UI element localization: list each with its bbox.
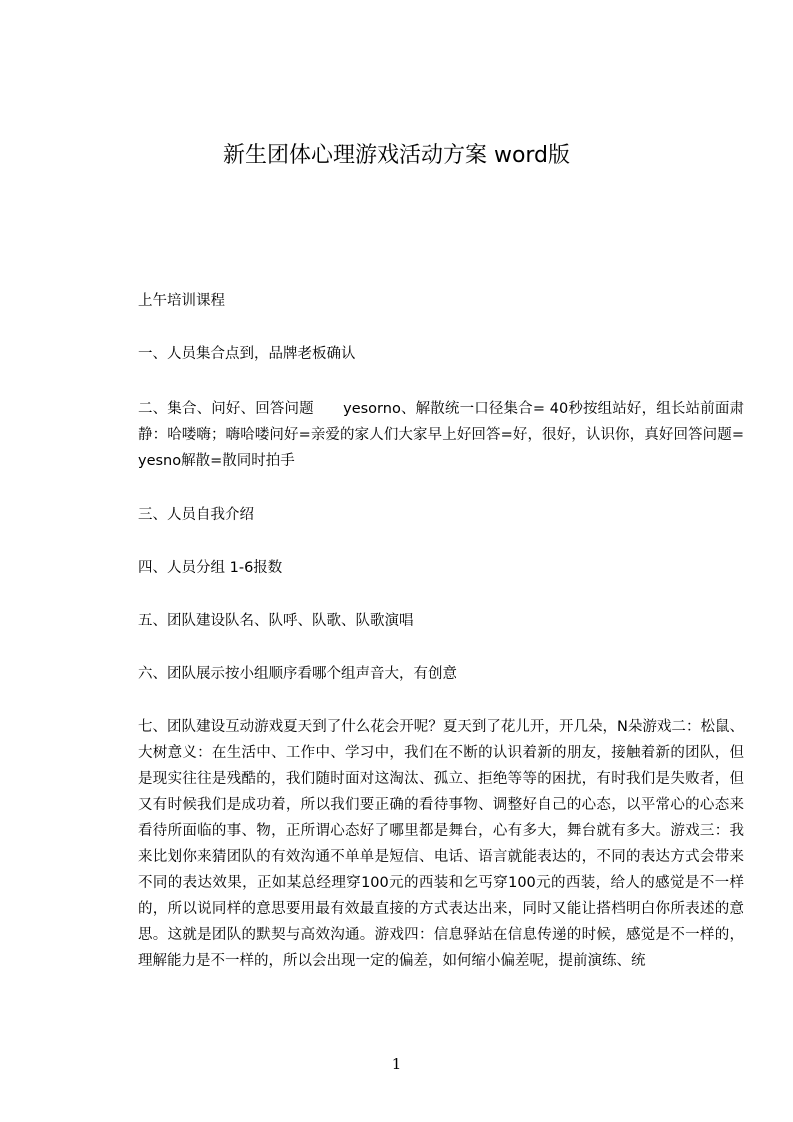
- paragraph-morning-training: 上午培训课程: [138, 293, 225, 309]
- paragraph-item-2: 二、集合、问好、回答问题 yesorno、解散统一口径集合= 40秒按组站好，组长站前面肃静：哈喽嗨；嗨哈喽问好=亲爱的家人们大家早上好回答=好，很好，认识你，真好回答问题=yesno解散=散同时拍手: [138, 401, 744, 469]
- page-number: 1: [391, 1055, 402, 1073]
- paragraph-item-1: 一、人员集合点到，品牌老板确认: [138, 346, 356, 362]
- paragraph-item-3: 三、人员自我介绍: [138, 507, 254, 523]
- paragraph-item-6: 六、团队展示按小组顺序看哪个组声音大，有创意: [138, 666, 457, 682]
- page-title: 新生团体心理游戏活动方案 word版: [222, 143, 571, 168]
- paragraph-item-7: 七、团队建设互动游戏夏天到了什么花会开呢？夏天到了花儿开，开几朵，N朵游戏二：松鼠、大树意义：在生活中、工作中、学习中，我们在不断的认识着新的朋友，接触着新的团队，但是现实往往是残酷的，我们随时面对这淘汰、孤立、拒绝等等的困扰，有时我们是失败者，但又有时候我们是成功着，所以我们要正确的看待事物、调整好自己的心态，以平常心的心态来看待所面临的事、物，正所谓心态好了哪里都是舞台，心有多大，舞台就有多大。游戏三：我来比划你来猜团队的有效沟通不单单是短信、电话、语言就能表达的，不同的表达方式会带来不同的表达效果，正如某总经理穿100元的西装和乞丐穿100元的西装，给人的感觉是不一样的，所以说同样的意思要用最有效最直接的方式表达出来，同时又能让搭档明白你所表述的意思。这就是团队的默契与高效沟通。游戏四：信息驿站在信息传递的时候，感觉是不一样的，理解能力是不一样的，所以会出现一定的偏差，如何缩小偏差呢，提前演练、统: [138, 719, 744, 969]
- paragraph-item-4: 四、人员分组 1-6报数: [138, 560, 283, 576]
- paragraph-item-5: 五、团队建设队名、队呼、队歌、队歌演唱: [138, 613, 414, 629]
